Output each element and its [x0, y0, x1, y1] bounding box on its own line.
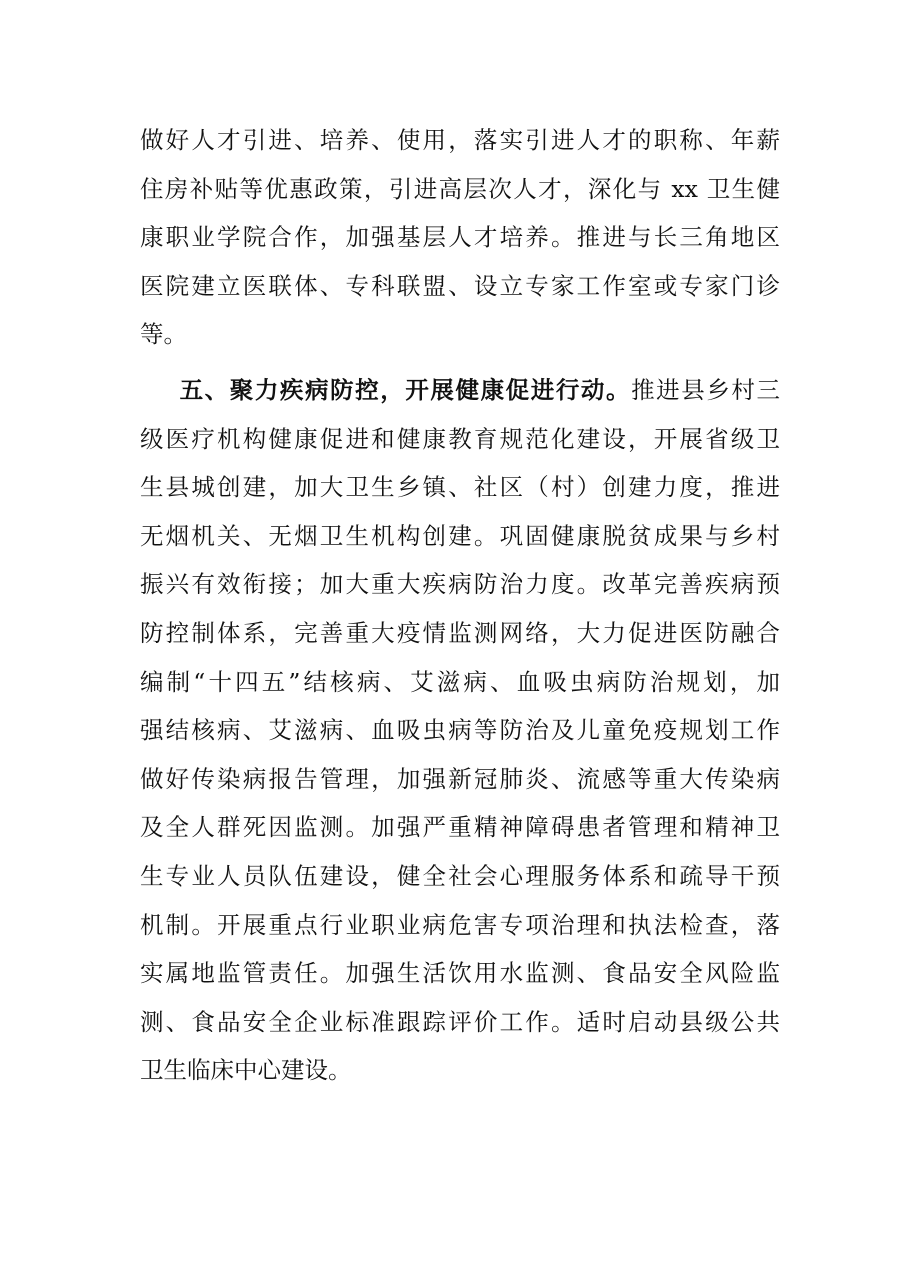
- paragraph-line: 级医疗机构健康促进和健康教育规范化建设，开展省级卫: [140, 424, 780, 453]
- paragraph-line: 做好传染病报告管理，加强新冠肺炎、流感等重大传染病: [140, 764, 780, 793]
- paragraph-line: 生专业人员队伍建设，健全社会心理服务体系和疏导干预: [140, 861, 780, 890]
- paragraph-line: 编制“十四五”结核病、艾滋病、血吸虫病防治规划，加: [140, 667, 780, 696]
- paragraph-line: 做好人才引进、培养、使用，落实引进人才的职称、年薪: [140, 126, 780, 154]
- paragraph-line: 住房补贴等优惠政策，引进高层次人才，深化与 xx 卫生健: [140, 174, 780, 203]
- paragraph-line: 实属地监管责任。加强生活饮用水监测、食品安全风险监: [140, 959, 780, 988]
- paragraph-line: 康职业学院合作，加强基层人才培养。推进与长三角地区: [140, 223, 780, 252]
- heading-line-rest: 推进县乡村三: [631, 376, 781, 404]
- paragraph-line: 机制。开展重点行业职业病危害专项治理和执法检查，落: [140, 910, 780, 939]
- paragraph-line: 医院建立医联体、专科联盟、设立专家工作室或专家门诊: [140, 271, 780, 300]
- paragraph-line: 强结核病、艾滋病、血吸虫病等防治及儿童免疫规划工作: [140, 716, 780, 745]
- paragraph-line: 测、食品安全企业标准跟踪评价工作。适时启动县级公共: [140, 1007, 780, 1036]
- paragraph-line: 振兴有效衔接；加大重大疾病防治力度。改革完善疾病预: [140, 570, 780, 599]
- paragraph-first-line: [140, 366, 780, 415]
- section-heading: 五、聚力疾病防控，开展健康促进行动。: [178, 376, 632, 404]
- paragraph-line: 防控制体系，完善重大疫情监测网络，大力促进医防融合: [140, 618, 780, 647]
- paragraph-disease-prevention: [140, 366, 780, 1095]
- paragraph-line: 无烟机关、无烟卫生机构创建。巩固健康脱贫成果与乡村: [140, 521, 780, 550]
- paragraph-talent: [140, 116, 780, 359]
- paragraph-line: 生县城创建，加大卫生乡镇、社区（村）创建力度，推进: [140, 473, 780, 502]
- paragraph-line: 等。: [140, 320, 187, 349]
- paragraph-line: 及全人群死因监测。加强严重精神障碍患者管理和精神卫: [140, 813, 780, 842]
- paragraph-line: 卫生临床中心建设。: [140, 1056, 352, 1085]
